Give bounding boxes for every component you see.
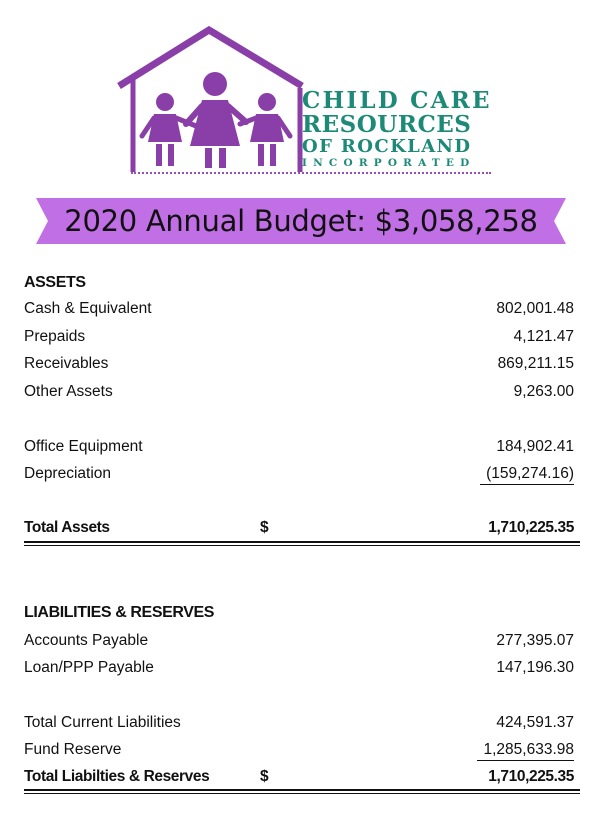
logo-line-2: RESOURCES: [302, 111, 472, 138]
total-liabilities-row: [24, 768, 580, 790]
table-row: [24, 438, 580, 460]
double-underline: [24, 541, 580, 546]
row-amount: (159,274.16): [480, 465, 574, 485]
row-amount: 9,263.00: [513, 383, 574, 400]
row-amount: 4,121.47: [513, 328, 574, 345]
row-amount: 802,001.48: [496, 300, 574, 317]
row-amount: 424,591.37: [496, 714, 574, 731]
row-amount: 277,395.07: [496, 632, 574, 649]
total-amount: 1,710,225.35: [488, 768, 574, 785]
table-row: [24, 355, 580, 377]
budget-banner: [36, 198, 566, 244]
row-label: Fund Reserve: [24, 741, 122, 758]
table-row: [24, 328, 580, 350]
budget-banner-text: 2020 Annual Budget: $3,058,258: [64, 204, 538, 238]
logo-line-3: OF ROCKLAND: [302, 136, 472, 157]
row-label: Receivables: [24, 355, 109, 372]
row-label: Accounts Payable: [24, 632, 149, 649]
total-amount: 1,710,225.35: [488, 519, 574, 536]
table-row: [24, 714, 580, 736]
row-label: Prepaids: [24, 328, 86, 345]
row-label: Office Equipment: [24, 438, 143, 455]
row-amount: 184,902.41: [496, 438, 574, 455]
row-label: Cash & Equivalent: [24, 300, 152, 317]
row-label: Depreciation: [24, 465, 112, 482]
liabilities-heading: LIABILITIES & RESERVES: [24, 604, 215, 621]
table-row: [24, 741, 580, 763]
assets-heading: ASSETS: [24, 274, 86, 291]
row-label: Loan/PPP Payable: [24, 659, 154, 676]
total-label: Total Assets: [24, 519, 110, 536]
logo-dotted-rule: [131, 172, 491, 175]
logo-line-4: INCORPORATED: [302, 157, 476, 169]
currency-symbol: $: [260, 768, 269, 785]
total-assets-row: [24, 519, 580, 541]
row-label: Other Assets: [24, 383, 113, 400]
row-amount: 147,196.30: [496, 659, 574, 676]
table-row: [24, 659, 580, 681]
double-underline: [24, 789, 580, 794]
logo-line-1: CHILD CARE: [302, 87, 492, 114]
table-row: [24, 383, 580, 405]
logo-wordmark: [302, 89, 490, 169]
table-row: [24, 465, 580, 487]
currency-symbol: $: [260, 519, 269, 536]
row-amount: 1,285,633.98: [477, 741, 574, 761]
house-family-icon: [116, 26, 306, 178]
table-row: [24, 632, 580, 654]
table-row: [24, 300, 580, 322]
organization-logo: [116, 26, 496, 178]
row-label: Total Current Liabilities: [24, 714, 181, 731]
total-label: Total Liabilties & Reserves: [24, 768, 210, 785]
row-amount: 869,211.15: [497, 355, 574, 372]
